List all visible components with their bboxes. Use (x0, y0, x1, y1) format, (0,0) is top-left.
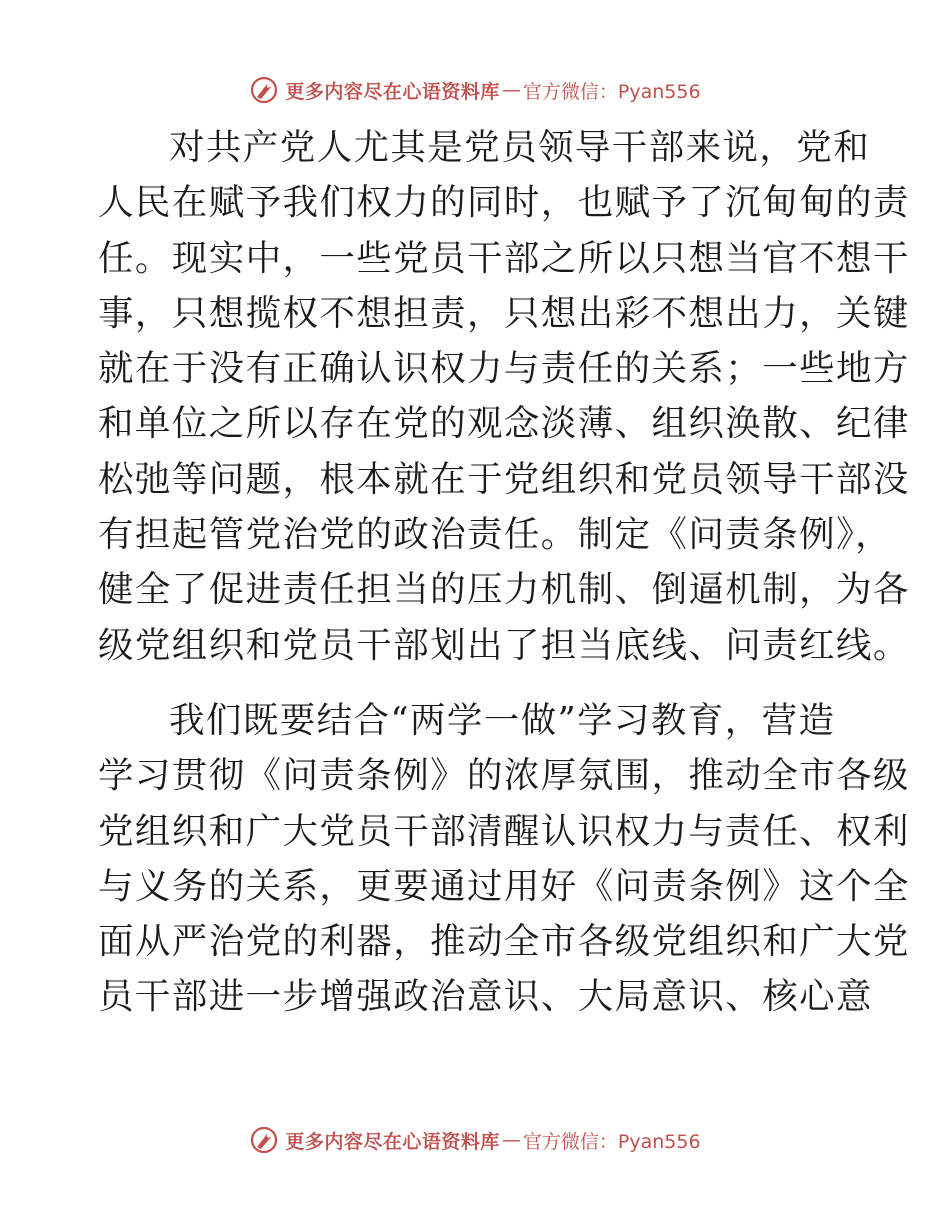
text-line: 人民在赋予我们权力的同时，也赋予了沉甸甸的责 (98, 182, 910, 224)
watermark-separator: — (501, 79, 521, 101)
watermark-sub-text: 官方微信：Pyan556 (522, 1130, 701, 1153)
watermark-main-text: 更多内容尽在心语资料库 (285, 80, 500, 103)
text-line: 对共产党人尤其是党员领导干部来说，党和 (169, 127, 871, 168)
watermark-sub-text: 官方微信：Pyan556 (522, 80, 701, 103)
document-body (98, 120, 910, 1025)
text-line: 学习贯彻《问责条例》的浓厚氛围，推动全市各级 (98, 755, 910, 797)
text-line: 面从严治党的利器，推动全市各级党组织和广大党 (98, 921, 910, 963)
text-line: 和单位之所以存在党的观念淡薄、组织涣散、纪律 (98, 403, 910, 445)
text-line: 有担起管党治党的政治责任。制定《问责条例》， (98, 514, 893, 556)
text-line: 事，只想揽权不想担责，只想出彩不想出力，关键 (98, 292, 910, 334)
text-line: 与义务的关系，更要通过用好《问责条例》这个全 (98, 865, 910, 907)
text-line: 员干部进一步增强政治意识、大局意识、核心意 (98, 976, 873, 1018)
pen-nib-logo-icon (249, 75, 279, 105)
watermark-separator: — (501, 1129, 521, 1151)
text-line: 健全了促进责任担当的压力机制、倒逼机制，为各 (98, 569, 910, 611)
header-watermark (0, 70, 950, 110)
text-line: 我们既要结合“两学一做”学习教育，营造 (169, 699, 836, 741)
text-line: 级党组织和党员干部划出了担当底线、问责红线。 (98, 624, 910, 666)
paragraph-1 (98, 120, 910, 673)
text-line: 松弛等问题，根本就在于党组织和党员领导干部没 (98, 458, 910, 500)
footer-watermark (0, 1120, 950, 1160)
pen-nib-logo-icon (249, 1125, 279, 1155)
text-line: 就在于没有正确认识权力与责任的关系；一些地方 (98, 348, 910, 390)
text-line: 任。现实中，一些党员干部之所以只想当官不想干 (98, 237, 910, 279)
watermark-main-text: 更多内容尽在心语资料库 (285, 1130, 500, 1153)
text-line: 党组织和广大党员干部清醒认识权力与责任、权利 (98, 810, 910, 852)
paragraph-2 (98, 693, 910, 1025)
